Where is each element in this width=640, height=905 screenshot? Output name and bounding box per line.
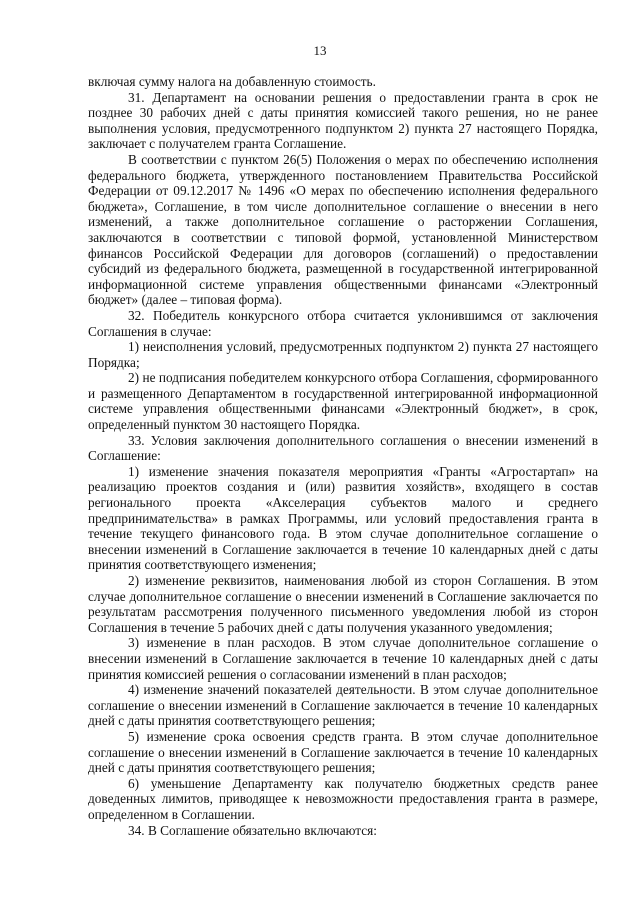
paragraph: 31. Департамент на основании решения о предоставлении гранта в срок не позднее 30 рабочих дней с даты принятия комиссией такого решения, но не ранее выполнения условия, предусмотренного подпунктом 2) пункта 27 настоящего Порядка, заключает с получателем гранта Соглашение.: [88, 89, 598, 152]
paragraph: 1) изменение значения показателя мероприятия «Гранты «Агростартап» на реализацию проектов создания и (или) развития хозяйств», входящего в состав регионального проекта «Акселерация субъектов малого и среднего предпринимательства» в рамках Программы, или условий предоставления гранта в течение текущего финансового года. В этом случае дополнительное соглашение о внесении изменений в Соглашение заключается в течение 10 календарных дней с даты принятия соответствующего изменения;: [88, 463, 598, 573]
paragraph: 2) изменение реквизитов, наименования любой из сторон Соглашения. В этом случае дополнительное соглашение о внесении изменений в Соглашение заключается по результатам рассмотрения полученного письменного уведомления любой из сторон Соглашения в течение 5 рабочих дней с даты получения указанного уведомления;: [88, 573, 598, 635]
paragraph: 4) изменение значений показателей деятельности. В этом случае дополнительное соглашение о внесении изменений в Соглашение заключается в течение 10 календарных дней с даты принятия соответствующего решения;: [88, 682, 598, 729]
paragraph: 6) уменьшение Департаменту как получателю бюджетных средств ранее доведенных лимитов, приводящее к невозможности предоставления гранта в размере, определенном в Соглашении.: [88, 775, 598, 822]
paragraph: 1) неисполнения условий, предусмотренных подпунктом 2) пункта 27 настоящего Порядка;: [88, 339, 598, 370]
paragraph: 2) не подписания победителем конкурсного отбора Соглашения, сформированного и размещенного Департаментом в государственной интегрированной информационной системе управления общественными финансами «Электронный бюджет», в срок, определенный пунктом 30 настоящего Порядка.: [88, 370, 598, 433]
paragraph: 33. Условия заключения дополнительного соглашения о внесении изменений в Соглашение:: [88, 432, 598, 464]
paragraph: 5) изменение срока освоения средств гранта. В этом случае дополнительное соглашение о внесении изменений в Соглашение заключается в течение 10 календарных дней с даты принятия соответствующего решения;: [88, 728, 598, 776]
document-body: [88, 74, 598, 838]
paragraph: В соответствии с пунктом 26(5) Положения о мерах по обеспечению исполнения федерального бюджета, утвержденного постановлением Правительства Российской Федерации от 09.12.2017 № 1496 «О мерах по обеспечению исполнения федерального бюджета», Соглашение, в том числе дополнительное соглашение о внесении в него изменений, а также дополнительное соглашение о расторжении Соглашения, заключаются в соответствии с типовой формой, установленной Министерством финансов Российской Федерации для договоров (соглашений) о предоставлении субсидий из федерального бюджета, размещенной в государственной интегрированной информационной системе управления общественными финансами «Электронный бюджет» (далее – типовая форма).: [88, 151, 598, 308]
paragraph: включая сумму налога на добавленную стоимость.: [88, 74, 376, 89]
paragraph: 3) изменение в план расходов. В этом случае дополнительное соглашение о внесении изменений в Соглашение заключается в течение 10 календарных дней с даты принятия комиссией решения о согласовании изменений в план расходов;: [88, 635, 598, 682]
paragraph: 32. Победитель конкурсного отбора считается уклонившимся от заключения Соглашения в случае:: [88, 307, 598, 339]
page-number: 13: [313, 43, 327, 58]
paragraph: 34. В Соглашение обязательно включаются:: [128, 822, 377, 838]
